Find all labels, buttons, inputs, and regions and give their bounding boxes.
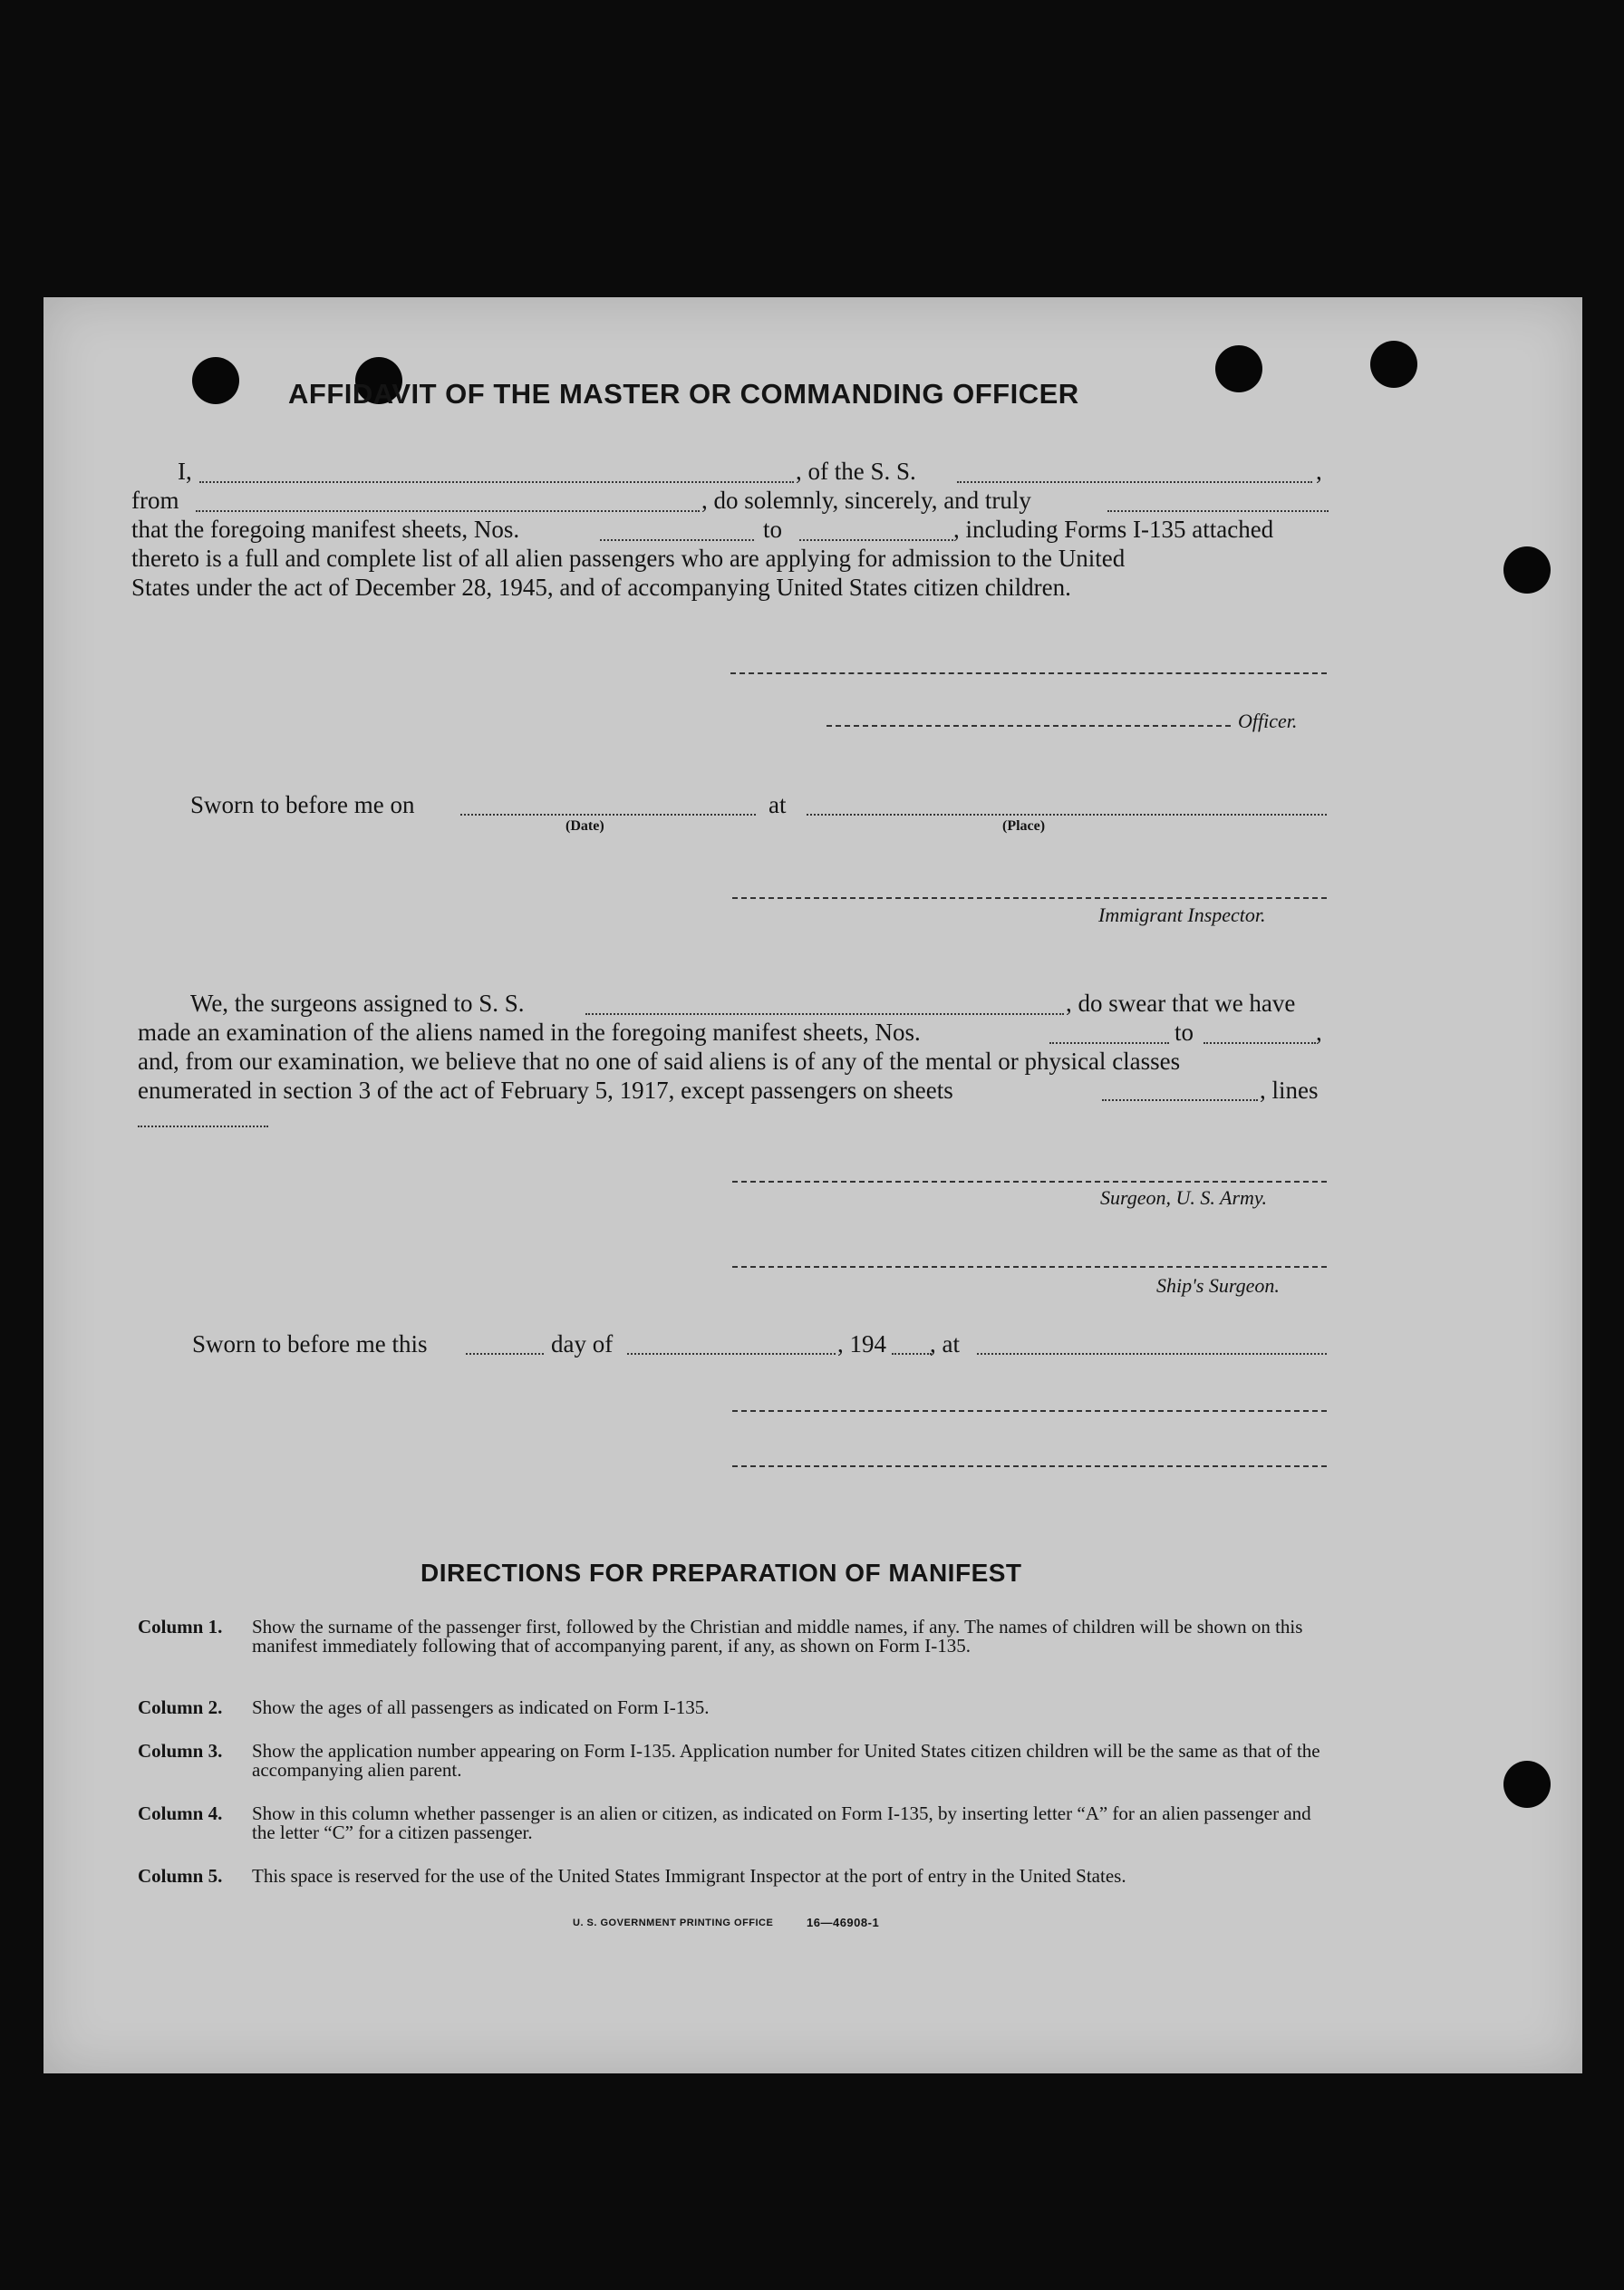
punch-hole bbox=[1503, 1761, 1551, 1808]
surgeon-sheet-from-field[interactable] bbox=[1049, 1042, 1169, 1044]
surgeons-text: , lines bbox=[1260, 1077, 1319, 1104]
affidavit-text: , of the S. S. bbox=[796, 458, 916, 485]
ship-surgeon-label: Ship's Surgeon. bbox=[1156, 1274, 1280, 1297]
army-surgeon-signature-line[interactable] bbox=[732, 1181, 1327, 1183]
army-surgeon-label: Surgeon, U. S. Army. bbox=[1100, 1186, 1267, 1209]
punch-hole bbox=[1370, 341, 1417, 388]
surgeons-text: made an examination of the aliens named in the foregoing manifest sheets, Nos. bbox=[138, 1019, 921, 1046]
surgeons-text: and, from our examination, we believe that no one of said aliens is of any of the mental or physical classes bbox=[138, 1048, 1181, 1075]
name-field[interactable] bbox=[199, 481, 794, 483]
directions-title: DIRECTIONS FOR PREPARATION OF MANIFEST bbox=[420, 1559, 1022, 1587]
signature-line[interactable] bbox=[732, 1465, 1327, 1467]
affidavit-text: States under the act of December 28, 1945, and of accompanying United States citizen children. bbox=[131, 574, 1071, 601]
sworn-text: , 194 bbox=[837, 1330, 886, 1358]
affidavit-text: , do solemnly, sincerely, and truly bbox=[701, 487, 1031, 514]
surgeons-text: , bbox=[1316, 1019, 1322, 1046]
column-label: Column 3. bbox=[138, 1740, 223, 1762]
sworn-text: Sworn to before me this bbox=[192, 1330, 428, 1358]
signature-line[interactable] bbox=[732, 1410, 1327, 1412]
year-field[interactable] bbox=[892, 1353, 932, 1355]
column-label: Column 1. bbox=[138, 1616, 223, 1638]
column-text: Show in this column whether passenger is an alien or citizen, as indicated on Form I-135, by inserting letter “A” for an alien passenger and the letter “C” for a citizen passenger. bbox=[252, 1802, 1311, 1843]
ship-surgeon-signature-line[interactable] bbox=[732, 1266, 1327, 1268]
printer-imprint: U. S. GOVERNMENT PRINTING OFFICE bbox=[573, 1918, 774, 1928]
surgeons-text: enumerated in section 3 of the act of February 5, 1917, except passengers on sheets bbox=[138, 1077, 953, 1104]
column-label: Column 2. bbox=[138, 1696, 223, 1718]
punch-hole bbox=[192, 357, 239, 404]
affidavit-text: that the foregoing manifest sheets, Nos. bbox=[131, 516, 520, 543]
surgeons-text: , do swear that we have bbox=[1066, 990, 1296, 1017]
column-label: Column 5. bbox=[138, 1865, 223, 1887]
inspector-label: Immigrant Inspector. bbox=[1098, 903, 1266, 926]
officer-label: Officer. bbox=[1238, 710, 1298, 732]
punch-hole bbox=[1503, 546, 1551, 594]
sworn-text: Sworn to before me on bbox=[190, 791, 415, 818]
except-sheets-field[interactable] bbox=[1102, 1099, 1258, 1101]
signature-line[interactable] bbox=[730, 672, 1327, 674]
affidavit-text: , including Forms I-135 attached bbox=[953, 516, 1274, 543]
sworn-place-field[interactable] bbox=[977, 1353, 1327, 1355]
surgeons-text: to bbox=[1174, 1019, 1194, 1046]
surgeon-ship-field[interactable] bbox=[585, 1013, 1064, 1015]
ship-name-field[interactable] bbox=[957, 481, 1312, 483]
affidavit-text: to bbox=[763, 516, 783, 543]
column-text: Show the ages of all passengers as indicated on Form I-135. bbox=[252, 1696, 710, 1718]
affidavit-text: from bbox=[131, 487, 179, 514]
inspector-signature-line[interactable] bbox=[732, 897, 1327, 899]
date-caption: (Date) bbox=[566, 818, 604, 834]
officer-signature-line[interactable] bbox=[826, 725, 1231, 727]
sworn-text: day of bbox=[551, 1330, 614, 1358]
sworn-text: at bbox=[768, 791, 787, 818]
sheet-from-field[interactable] bbox=[600, 539, 754, 541]
except-lines-field[interactable] bbox=[138, 1126, 268, 1127]
day-field[interactable] bbox=[466, 1353, 544, 1355]
place-caption: (Place) bbox=[1002, 818, 1046, 834]
surgeon-sheet-to-field[interactable] bbox=[1204, 1042, 1316, 1044]
sworn-text: , at bbox=[930, 1330, 960, 1358]
place-field[interactable] bbox=[807, 814, 1327, 816]
blank-line bbox=[1107, 510, 1329, 512]
affidavit-text: I, bbox=[178, 458, 192, 485]
column-text: Show the surname of the passenger first, followed by the Christian and middle names, if any. The names of children will be shown on this manifest immediately following that of accompanying parent, if any, as shown on Form I-135. bbox=[252, 1616, 1303, 1657]
sheet-to-field[interactable] bbox=[799, 539, 953, 541]
punch-hole bbox=[1215, 345, 1262, 392]
affidavit-text: , bbox=[1316, 458, 1322, 485]
month-field[interactable] bbox=[627, 1353, 836, 1355]
surgeons-text: We, the surgeons assigned to S. S. bbox=[190, 990, 525, 1017]
affidavit-title: AFFIDAVIT OF THE MASTER OR COMMANDING OFFICER bbox=[288, 378, 1079, 410]
column-label: Column 4. bbox=[138, 1802, 223, 1824]
affidavit-text: thereto is a full and complete list of all alien passengers who are applying for admission to the United bbox=[131, 545, 1126, 572]
date-field[interactable] bbox=[460, 814, 756, 816]
port-from-field[interactable] bbox=[196, 510, 700, 512]
column-text: This space is reserved for the use of the United States Immigrant Inspector at the port of entry in the United States. bbox=[252, 1865, 1126, 1887]
form-code: 16—46908-1 bbox=[807, 1916, 880, 1929]
column-text: Show the application number appearing on Form I-135. Application number for United States citizen children will be the same as that of the accompanying alien parent. bbox=[252, 1740, 1320, 1781]
